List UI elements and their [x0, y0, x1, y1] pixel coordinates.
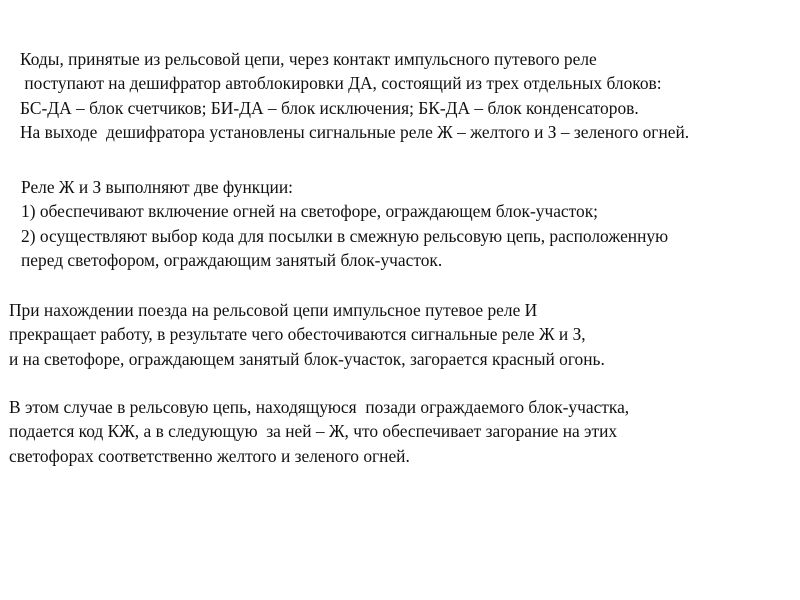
paragraph-line: БС-ДА – блок счетчиков; БИ-ДА – блок исключения; БК-ДА – блок конденсаторов.	[20, 97, 639, 118]
paragraph-line: светофорах соответственно желтого и зеленого огней.	[9, 445, 410, 466]
paragraph-line: В этом случае в рельсовую цепь, находящуюся позади ограждаемого блок-участка,	[9, 397, 630, 417]
paragraph-line: перед светофором, ограждающим занятый блок-участок.	[21, 249, 443, 270]
paragraph-line: На выходе дешифратора установлены сигнальные реле Ж – желтого и З – зеленого огней.	[20, 121, 690, 142]
paragraph-line: 1) обеспечивают включение огней на светофоре, ограждающем блок-участок;	[21, 201, 598, 222]
paragraph-line: 2) осуществляют выбор кода для посылки в смежную рельсовую цепь, расположенную	[21, 225, 669, 246]
paragraph-line: и на светофоре, ограждающем занятый блок-участок, загорается красный огонь.	[9, 348, 605, 369]
paragraph-line: подается код КЖ, а в следующую за ней – Ж, что обеспечивает загорание на этих	[9, 421, 618, 442]
paragraph-line: поступают на дешифратор автоблокировки ДА, состоящий из трех отдельных блоков:	[20, 73, 662, 94]
paragraph-decoder-description	[20, 47, 689, 144]
paragraph-line: Коды, принятые из рельсовой цепи, через контакт импульсного путевого реле	[20, 49, 597, 69]
paragraph-line: Реле Ж и З выполняют две функции:	[21, 177, 293, 197]
paragraph-code-transmission	[9, 395, 629, 468]
paragraph-relay-functions	[21, 175, 668, 272]
paragraph-train-occupancy	[9, 298, 605, 371]
paragraph-line: При нахождении поезда на рельсовой цепи импульсное путевое реле И	[9, 300, 538, 320]
paragraph-line: прекращает работу, в результате чего обесточиваются сигнальные реле Ж и З,	[9, 324, 586, 345]
